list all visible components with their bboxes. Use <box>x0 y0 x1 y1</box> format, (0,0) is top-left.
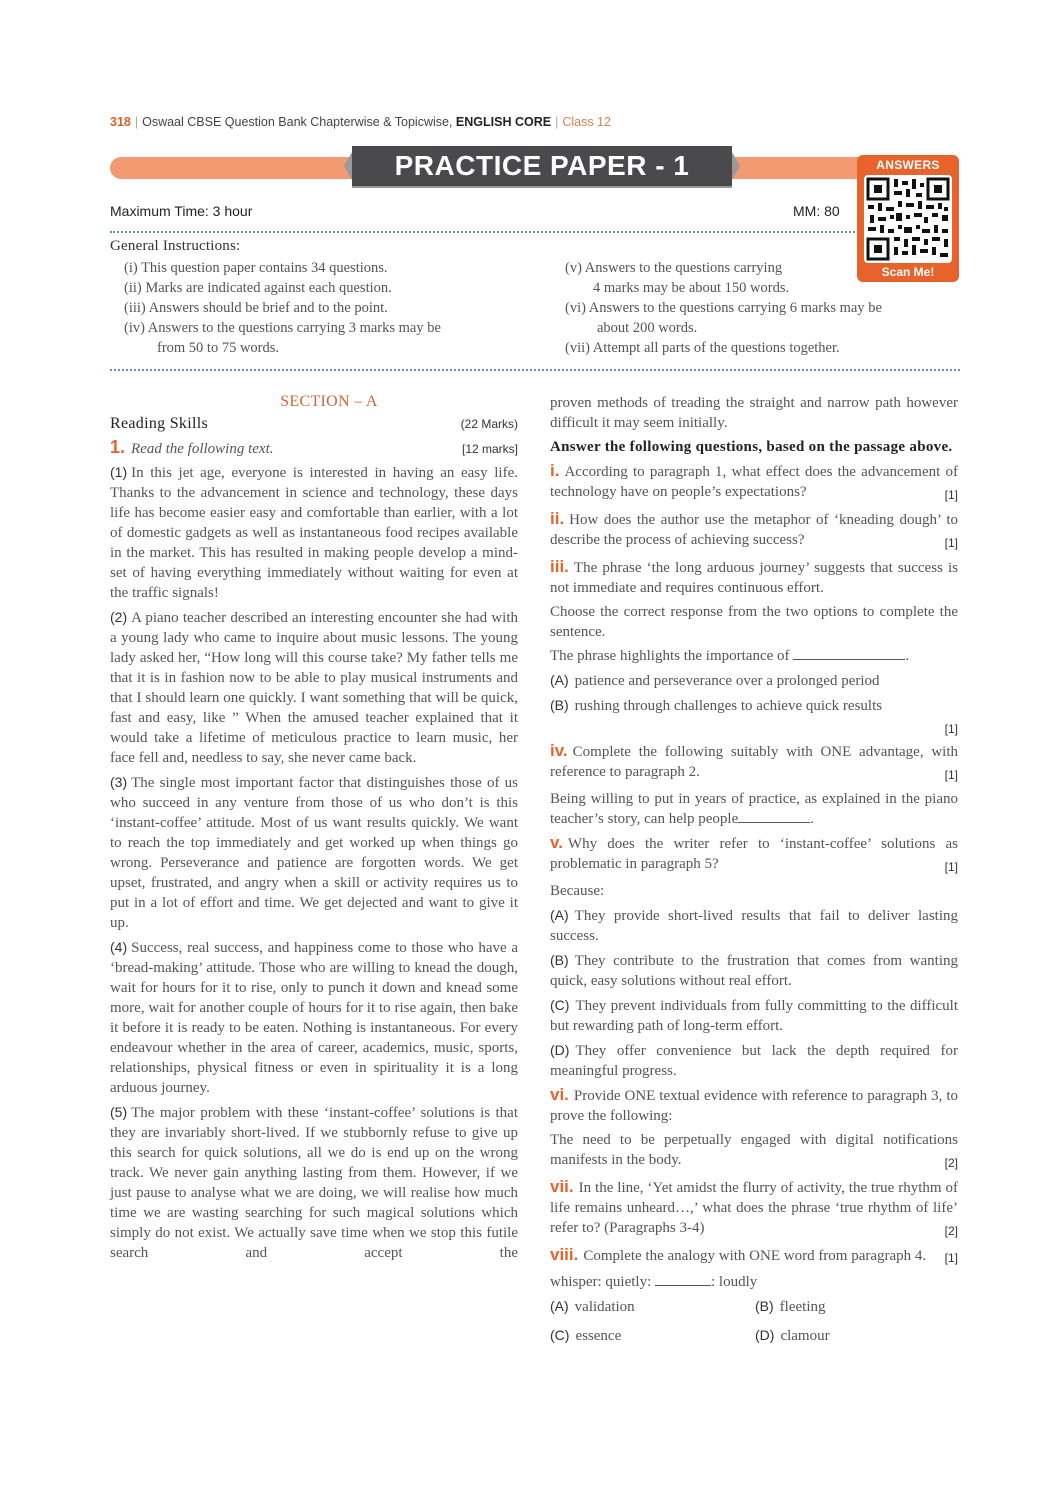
subquestion-iii <box>550 557 958 598</box>
subquestion-iii-instruction: Choose the correct response from the two options to complete the sentence. <box>550 604 958 640</box>
stem-text: Being willing to put in years of practice, as explained in the piano teacher’s story, can help people <box>550 791 958 827</box>
subquestion-text: In the line, ‘Yet amidst the flurry of activity, the true rhythm of life remains unheard…,’ what does the phrase ‘true rhythm of life’ refer to? (Paragraphs 3-4) <box>550 1180 958 1236</box>
instruction-text: This question paper contains 34 questions. <box>141 260 388 276</box>
instruction-item <box>124 258 388 278</box>
subject: ENGLISH CORE <box>455 115 552 129</box>
stem-text: The need to be perpetually engaged with digital notifications manifests in the body. <box>550 1132 958 1168</box>
paragraph-text: In this jet age, everyone is interested in having an easy life. Thanks to the advancement in science and technology, these days life has become easier easy and comfortable than earlier, with a lot of domestic gadgets as well as instantaneous food recipes available in the market. This has resulted in making people develop a mind-set of having everything immediately without waiting for even at the traffic signals! <box>110 465 518 601</box>
option-c <box>550 995 958 1036</box>
subquestion-number: vii. <box>550 1177 574 1196</box>
instruction-cont: about 200 words. <box>597 320 698 336</box>
paragraph-number: (5) <box>110 1104 128 1120</box>
option-text: clamour <box>780 1328 830 1344</box>
paragraph-number: (2) <box>110 609 128 625</box>
running-head: 318 | Oswaal CBSE Question Bank Chapterwise & Topicwise, ENGLISH CORE | Class 12 <box>110 115 611 129</box>
option-a <box>550 670 958 691</box>
book-title: Oswaal CBSE Question Bank Chapterwise & Topicwise, <box>142 115 453 129</box>
option-d <box>550 1040 958 1081</box>
option-label: (D) <box>755 1327 775 1343</box>
option-b <box>755 1296 955 1317</box>
subquestion-ii <box>550 509 958 553</box>
subsection-title: Reading Skills <box>110 415 208 432</box>
option-text: They contribute to the frustration that comes from wanting quick, easy solutions without real effort. <box>550 953 958 989</box>
instruction-num: (iv) <box>124 320 145 336</box>
analogy <box>550 1272 958 1292</box>
option-label: (C) <box>550 1327 570 1343</box>
subquestion-viii <box>550 1245 958 1268</box>
instruction-num: (i) <box>124 260 138 276</box>
max-marks: MM: 80 <box>793 203 840 219</box>
option-text: patience and perseverance over a prolonged period <box>574 673 880 689</box>
answer-blank <box>655 1285 711 1286</box>
instruction-text: Marks are indicated against each question. <box>145 280 392 296</box>
passage-paragraph <box>110 772 518 933</box>
subquestion-number: v. <box>550 833 563 852</box>
subquestion-marks: [1] <box>944 536 958 550</box>
subquestion-text: Why does the writer refer to ‘instant-coffee’ solutions as problematic in paragraph 5? <box>550 836 958 872</box>
subquestion-number: ii. <box>550 509 565 528</box>
general-instructions-title: General Instructions: <box>110 238 241 254</box>
paper-title: PRACTICE PAPER - 1 <box>352 146 732 186</box>
option-a <box>550 1296 755 1317</box>
divider-instructions <box>110 369 960 371</box>
option-text: They provide short-lived results that fail to deliver lasting success. <box>550 908 958 944</box>
subquestion-number: iv. <box>550 741 568 760</box>
option-text: essence <box>575 1328 622 1344</box>
instruction-item <box>124 278 392 298</box>
instruction-text: Attempt all parts of the questions together. <box>592 340 840 356</box>
qr-code-icon[interactable] <box>864 175 952 263</box>
passage-paragraph <box>110 462 518 603</box>
subquestion-text: Provide ONE textual evidence with reference to paragraph 3, to prove the following: <box>550 1088 958 1124</box>
qr-code-graphic <box>864 175 952 263</box>
subquestion-vii <box>550 1177 958 1241</box>
instruction-text: Answers should be brief and to the point. <box>148 300 388 316</box>
passage-paragraph <box>110 1102 518 1263</box>
instruction-num: (v) <box>565 260 582 276</box>
instruction-text: Answers to the questions carrying 3 marks may be <box>147 320 441 336</box>
qr-footer: Scan Me! <box>881 265 935 279</box>
stem-text: The phrase highlights the importance of <box>550 648 790 664</box>
paragraph-number: (3) <box>110 774 128 790</box>
option-d <box>755 1325 955 1346</box>
passage-paragraph <box>110 937 518 1098</box>
instruction-item <box>565 298 882 338</box>
instruction-item <box>124 318 441 358</box>
subquestion-marks: [1] <box>944 488 958 502</box>
paragraph-text: The major problem with these ‘instant-coffee’ solutions is that they are invariably short-lived. If we stubbornly refuse to give up this search for quick solutions, all we do is end up on the wrong track. We never gain anything lasting from them. However, if we just pause to analyse what we are doing, we will realise how much time we are wasting searching for such magical solutions which simply do not exist. We actually save time when we stop this futile search and accept the <box>110 1105 518 1261</box>
divider-top <box>110 231 855 233</box>
qr-answers-box[interactable] <box>857 155 959 282</box>
instruction-cont: 4 marks may be about 150 words. <box>593 280 790 296</box>
paragraph-text: A piano teacher described an interesting encounter she had with a young lady who came to inquire about music lessons. The young lady asked her, “How long will this course take? My father tells me that it is in fashion now to be able to play musical instruments and that I should learn one quickly. I want something that will be quick, fast and easy, like ” When the amused teacher explained that it would take a lifetime of meticulous practice to learn music, her face fell and, needless to say, she never came back. <box>110 610 518 766</box>
max-time: Maximum Time: 3 hour <box>110 203 253 219</box>
instruction-item <box>124 298 388 318</box>
option-b <box>550 950 958 991</box>
option-label: (B) <box>550 697 569 713</box>
option-label: (A) <box>550 672 569 688</box>
subquestion-text: How does the author use the metaphor of ‘kneading dough’ to describe the process of achieving success? <box>550 512 958 548</box>
analogy-options <box>550 1296 958 1350</box>
subquestion-text: Complete the following suitably with ONE advantage, with reference to paragraph 2. <box>550 744 958 780</box>
qr-header: ANSWERS <box>876 158 940 172</box>
subquestion-iii-stem: The phrase highlights the importance of . <box>550 648 910 664</box>
paragraph-text: Success, real success, and happiness come to those who have a ‘bread-making’ attitude. Those who are willing to knead the dough, wait for hours for it to rise, only to punch it down and knead some more, wait for another couple of hours for it to rise again, then bake it before it is ready to be eaten. Nothing is instantaneous. For every endeavour whether in the area of career, academics, music, sports, relationships, physical fitness or even in spirituality it is a long arduous journey. <box>110 940 518 1096</box>
option-text: rushing through challenges to achieve quick results <box>574 698 883 714</box>
subquestion-v <box>550 833 958 877</box>
page-number: 318 <box>110 115 131 129</box>
passage-paragraph <box>110 607 518 768</box>
subquestion-text: According to paragraph 1, what effect does the advancement of technology have on people’s expectations? <box>550 464 958 500</box>
instruction-text: Answers to the questions carrying <box>584 260 783 276</box>
option-b <box>550 695 958 739</box>
analogy-right: : loudly <box>711 1274 758 1290</box>
subquestion-vi-stem <box>550 1130 958 1173</box>
option-text: validation <box>574 1299 635 1315</box>
option-c <box>550 1325 755 1346</box>
subsection-marks: (22 Marks) <box>460 417 518 431</box>
option-text: fleeting <box>779 1299 826 1315</box>
subquestion-number: vi. <box>550 1085 569 1104</box>
subquestion-text: The phrase ‘the long arduous journey’ suggests that success is not immediate and requires continuous effort. <box>550 560 958 596</box>
subquestion-number: viii. <box>550 1245 579 1264</box>
paragraph-text: The single most important factor that distinguishes those of us who succeed in any venture from those of us who don’t is this ‘instant-coffee’ attitude. Most of us want results quickly. We want to reach the top immediately and get worked up when things go wrong. Perseverance and patience are forgotten words. We get upset, frustrated, and angry when a skill or activity requires us to put in a lot of effort and time. We get dejected and want to give it up. <box>110 775 518 931</box>
instruction-text: Answers to the questions carrying 6 marks may be <box>588 300 882 316</box>
answer-blank <box>793 659 905 660</box>
subquestion-marks: [2] <box>944 1224 958 1238</box>
option-text: They prevent individuals from fully committing to the difficult but rewarding path of long-term effort. <box>550 998 958 1034</box>
subquestion-marks: [1] <box>944 768 958 782</box>
instruction-num: (vi) <box>565 300 586 316</box>
subquestion-number: i. <box>550 461 560 480</box>
subquestion-number: iii. <box>550 557 569 576</box>
right-column <box>550 393 958 1350</box>
option-label: (A) <box>550 907 569 923</box>
subquestion-marks: [1] <box>944 722 958 736</box>
subquestion-v-lead: Because: <box>550 883 605 899</box>
left-column <box>110 393 518 1267</box>
class-label: Class 12 <box>562 115 611 129</box>
instruction-item <box>565 338 840 358</box>
paragraph-number: (4) <box>110 939 128 955</box>
instruction-num: (ii) <box>124 280 142 296</box>
subquestion-text: Complete the analogy with ONE word from paragraph 4. <box>583 1248 927 1264</box>
instruction-num: (iii) <box>124 300 146 316</box>
option-label: (A) <box>550 1298 569 1314</box>
subquestion-i <box>550 461 958 505</box>
subquestion-vi <box>550 1085 958 1126</box>
subquestion-marks: [1] <box>944 860 958 874</box>
answer-blank <box>738 822 810 823</box>
paragraph-number: (1) <box>110 464 128 480</box>
section-title: SECTION – A <box>280 393 378 410</box>
option-label: (B) <box>550 952 569 968</box>
option-label: (D) <box>550 1042 570 1058</box>
subquestion-iv <box>550 741 958 785</box>
subquestion-marks: [1] <box>944 1251 958 1265</box>
instruction-num: (vii) <box>565 340 590 356</box>
question-number: 1. <box>110 437 126 457</box>
option-label: (C) <box>550 997 570 1013</box>
instruction-cont: from 50 to 75 words. <box>157 340 280 356</box>
answer-instruction: Answer the following questions, based on the passage above. <box>550 439 953 455</box>
subquestion-iv-stem: Being willing to put in years of practice, as explained in the piano teacher’s story, can help people . <box>550 791 958 827</box>
option-a <box>550 905 958 946</box>
option-label: (B) <box>755 1298 774 1314</box>
passage-continuation: proven methods of treading the straight and narrow path however difficult it may seem initially. <box>550 395 958 431</box>
option-text: They offer convenience but lack the depth required for meaningful progress. <box>550 1043 958 1079</box>
question-marks: [12 marks] <box>461 442 518 456</box>
analogy-left: whisper: quietly: <box>550 1274 652 1290</box>
instruction-item <box>565 258 789 298</box>
question-prompt: Read the following text. <box>131 441 274 457</box>
subquestion-marks: [2] <box>944 1156 958 1170</box>
